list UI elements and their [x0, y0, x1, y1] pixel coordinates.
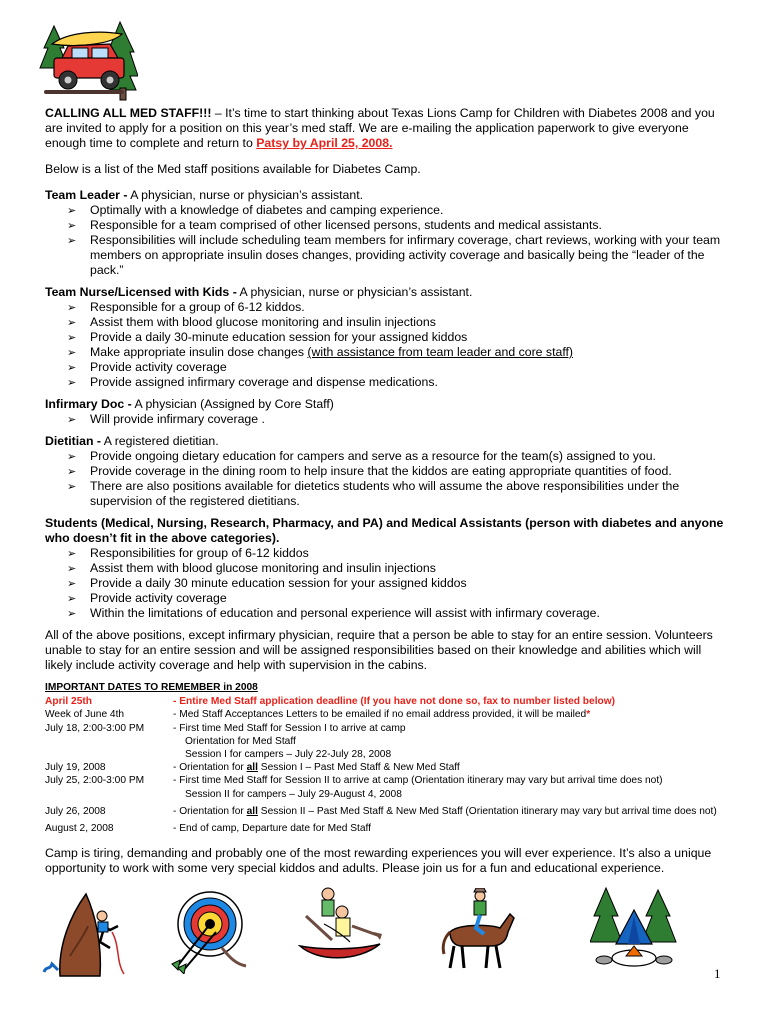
- page-number: 1: [714, 966, 721, 981]
- date-subline: Session I for campers – July 22-July 28, 2008: [185, 749, 392, 761]
- position-title: Infirmary Doc -: [45, 397, 132, 411]
- position-dietitian: [45, 434, 725, 509]
- position-heading: [45, 188, 725, 203]
- position-desc: A registered dietitian.: [101, 434, 219, 448]
- intro-paragraph: [45, 106, 725, 151]
- date-label: July 18, 2:00-3:00 PM: [45, 722, 145, 734]
- position-bullets: [45, 203, 725, 278]
- position-desc: A physician, nurse or physician’s assistant.: [236, 285, 473, 299]
- date-label: July 25, 2:00-3:00 PM: [45, 775, 145, 787]
- position-heading: [45, 285, 725, 300]
- position-heading: [45, 397, 725, 412]
- bullet-underlined-note: (with assistance from team leader and core staff): [307, 345, 574, 359]
- intro-lead: CALLING ALL MED STAFF!!!: [45, 106, 212, 120]
- important-dates: [45, 681, 725, 835]
- horseback-rider-clipart-icon: [440, 888, 518, 972]
- bullet-item: ➢ Provide activity coverage: [45, 360, 725, 375]
- bullet-item: ➢ Provide ongoing dietary education for campers and serve as a resource for the team(s) assigned to you.: [45, 449, 725, 464]
- date-text-wrap: [173, 761, 725, 774]
- date-text-emph: all: [246, 805, 258, 817]
- date-text: - End of camp, Departure date for Med Staff: [173, 823, 372, 835]
- date-row: [45, 708, 725, 721]
- date-text: - Med Staff Acceptances Letters to be emailed if no email address provided, it will be mailed: [173, 709, 587, 721]
- position-title: Students (Medical, Nursing, Research, Pharmacy, and PA) and Medical Assistants (person with diabetes and anyone who doesn’t fit in the above categories).: [45, 516, 724, 545]
- bullet-item: ➢ There are also positions available for dietetics students who will assume the above responsibilities under the supervision of the registered dietitians.: [45, 479, 725, 509]
- position-desc: A physician, nurse or physician’s assistant.: [127, 188, 364, 202]
- date-row: [45, 774, 725, 787]
- intro-text: – It’s time to start thinking about Texas Lions Camp for Children with Diabetes 2008 and you are invited to apply for a position on this year’s med staff. We are e-mailing the application paperwork to give everyone enough time to complete and return to: [45, 106, 715, 150]
- date-row: [45, 761, 725, 774]
- position-title: Team Nurse/Licensed with Kids -: [45, 285, 237, 299]
- position-team-leader: [45, 188, 725, 278]
- closing-paragraph: Camp is tiring, demanding and probably one of the most rewarding experiences you will ever experience. It’s also a unique opportunity to work with some very special kiddos and adults. Please join us for a fun and educational experience.: [45, 846, 712, 876]
- bullet-item: ➢ Provide activity coverage: [45, 591, 725, 606]
- date-label: August 2, 2008: [45, 823, 114, 835]
- position-bullets: [45, 300, 725, 390]
- bullet-item: [45, 345, 725, 360]
- bullet-text: Make appropriate insulin dose changes: [90, 345, 308, 359]
- position-heading: [45, 434, 725, 449]
- bullet-item: ➢ Responsibilities will include scheduling team members for infirmary coverage, chart reviews, working with your team members on appropriate insulin doses changes, providing activity coverage and basically being the “leader of the pack.”: [45, 233, 725, 278]
- positions-intro: Below is a list of the Med staff positions available for Diabetes Camp.: [45, 162, 421, 176]
- bullet-item: ➢ Provide a daily 30-minute education session for your assigned kiddos: [45, 330, 725, 345]
- date-asterisk: *: [586, 709, 591, 721]
- date-text: - First time Med Staff for Session I to arrive at camp: [173, 722, 406, 734]
- campsite-tent-clipart-icon: [590, 886, 678, 972]
- date-text-pre: - Orientation for: [173, 805, 247, 817]
- bullet-item: ➢ Will provide infirmary coverage .: [45, 412, 725, 427]
- bullet-item: ➢ Within the limitations of education and personal experience will assist with infirmary coverage.: [45, 606, 725, 621]
- bullet-item: ➢ Provide coverage in the dining room to help insure that the kiddos are eating appropriate quantities of food.: [45, 464, 725, 479]
- position-title: Dietitian -: [45, 434, 102, 448]
- jeep-canoe-clipart-icon: [38, 18, 138, 102]
- bullet-item: ➢ Responsible for a team comprised of other licensed persons, students and medical assistants.: [45, 218, 725, 233]
- position-team-nurse: [45, 285, 725, 390]
- date-text-wrap: [173, 708, 725, 721]
- date-label: July 19, 2008: [45, 762, 106, 774]
- bullet-item: ➢ Provide assigned infirmary coverage and dispense medications.: [45, 375, 725, 390]
- date-label: Week of June 4th: [45, 709, 125, 721]
- bullet-item: ➢ Assist them with blood glucose monitoring and insulin injections: [45, 315, 725, 330]
- letter-body: [45, 106, 725, 887]
- position-desc: A physician (Assigned by Core Staff): [131, 397, 334, 411]
- dates-heading: IMPORTANT DATES TO REMEMBER in 2008: [45, 682, 258, 693]
- bullet-item: ➢ Optimally with a knowledge of diabetes and camping experience.: [45, 203, 725, 218]
- bullet-item: ➢ Provide a daily 30 minute education session for your assigned kiddos: [45, 576, 725, 591]
- position-bullets: [45, 546, 725, 621]
- date-row: [45, 695, 725, 708]
- deadline-highlight: Patsy by April 25, 2008.: [256, 136, 393, 150]
- date-label: July 26, 2008: [45, 805, 106, 817]
- date-row: [45, 822, 725, 835]
- position-infirmary-doc: [45, 397, 725, 427]
- date-label: April 25th: [45, 696, 92, 708]
- date-text: - First time Med Staff for Session II to arrive at camp (Orientation itinerary may vary but arrival time does not): [173, 775, 663, 787]
- date-text-post: Session I – Past Med Staff & New Med Staff: [257, 762, 460, 774]
- canoe-paddlers-clipart-icon: [298, 884, 382, 968]
- date-subline: Orientation for Med Staff: [185, 735, 296, 747]
- position-bullets: [45, 412, 725, 427]
- date-text-emph: all: [246, 762, 258, 774]
- date-subline: Session II for campers – July 29-August 4, 2008: [185, 788, 402, 800]
- archery-target-clipart-icon: [170, 888, 248, 974]
- date-row: [45, 722, 725, 735]
- rock-climber-clipart-icon: [40, 886, 132, 978]
- position-students: [45, 516, 725, 621]
- date-text-pre: - Orientation for: [173, 762, 247, 774]
- bullet-item: ➢ Assist them with blood glucose monitoring and insulin injections: [45, 561, 725, 576]
- date-text-post: Session II – Past Med Staff & New Med Staff (Orientation itinerary may vary but arrival time does not): [257, 805, 717, 817]
- date-row: [45, 805, 725, 818]
- date-text-wrap: [173, 805, 725, 818]
- position-bullets: [45, 449, 725, 509]
- position-title: Team Leader -: [45, 188, 128, 202]
- bullet-item: ➢ Responsibilities for group of 6-12 kiddos: [45, 546, 725, 561]
- bullet-item: ➢ Responsible for a group of 6-12 kiddos.: [45, 300, 725, 315]
- requirements-paragraph: All of the above positions, except infirmary physician, require that a person be able to stay for an entire session. Volunteers unable to stay for an entire session and will be assigned responsibilities based on their knowledge and abilities which will likely include activity coverage and help with supervision in the cabins.: [45, 628, 713, 672]
- date-text: - Entire Med Staff application deadline (If you have not done so, fax to number listed below): [173, 696, 616, 708]
